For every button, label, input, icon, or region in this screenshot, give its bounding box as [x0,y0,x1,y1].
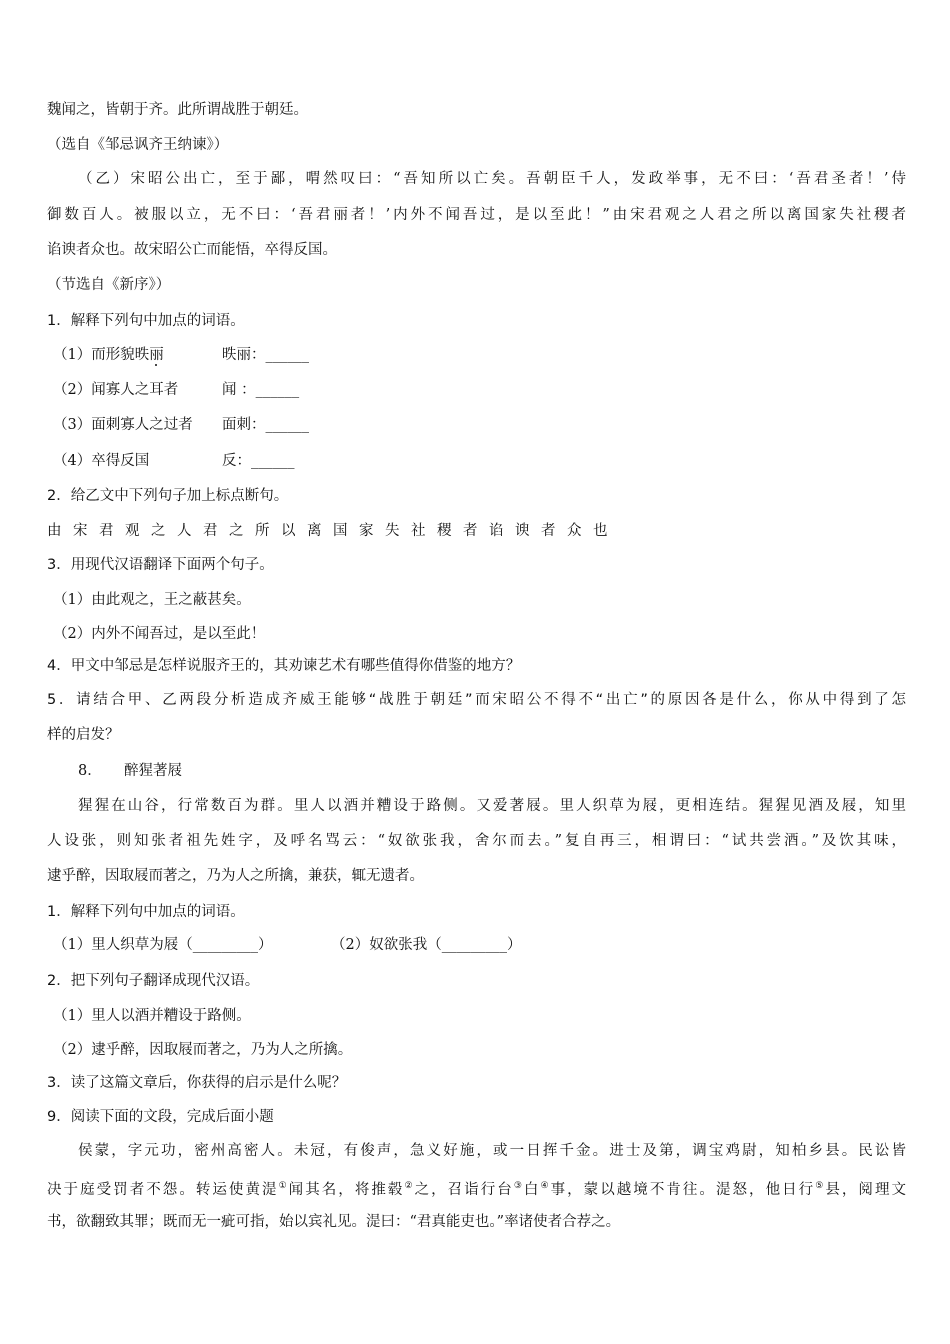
answer-blank: 闻 ：______ [222,382,300,398]
text-line: 侯蒙，字元功，密州高密人。未冠，有俊声，急义好施，或一日挥千金。进士及第，调宝鸡尉，知柏乡县。民讼皆 [78,1143,906,1159]
text-line: 决于庭受罚者不怨。转运使黄湜①闻其名，将推毂②之，召诣行台③白④事，蒙以越境不肯往。湜怒，他日行⑤县，阅理文 [47,1181,906,1198]
question-item: （3）面刺寡人之过者 [53,417,193,433]
answer-blank: 昳丽：______ [222,347,309,363]
question-item: （1）由此观之，王之蔽甚矣。 [53,592,251,608]
question-item: （4）卒得反国 [53,453,150,469]
source-note: （选自《邹忌讽齐王纳谏》） [47,137,229,153]
question-item: （2）奴欲张我（_________） [331,937,522,953]
text-line: 逮乎醉，因取屐而著之，乃为人之所擒，兼获，辄无遗者。 [47,868,424,884]
question-item: （2）内外不闻吾过，是以至此！ [53,626,266,642]
question-heading: 1．解释下列句中加点的词语。 [47,904,245,920]
answer-blank: 面刺：______ [222,417,309,433]
text-line: 猩猩在山谷，行常数百为群。里人以酒并糟设于路侧。又爱著屐。里人织草为屐，更相连结。猩猩见酒及屐，知里 [78,798,906,814]
question-item: （2）逮乎醉，因取屐而著之，乃为人之所擒。 [53,1042,353,1058]
text-line: 人设张，则知张者祖先姓字，及呼名骂云：“奴欲张我，舍尔而去。”复自再三，相谓曰：“试共尝酒。”及饮其味， [47,833,906,849]
question-heading: 5．请结合甲、乙两段分析造成齐威王能够“战胜于朝廷”而宋昭公不得不“出亡”的原因各是什么，你从中得到了怎 [47,692,906,708]
question-heading: 2．把下列句子翻译成现代汉语。 [47,973,260,989]
text-line: 谄谀者众也。故宋昭公亡而能悟，卒得反国。 [47,242,337,258]
section-title: 醉猩著屐 [124,763,182,779]
question-heading: 2．给乙文中下列句子加上标点断句。 [47,488,289,504]
answer-blank: 反：______ [222,453,295,469]
text-line: （乙）宋昭公出亡，至于鄙，喟然叹曰：“吾知所以亡矣。吾朝臣千人，发政举事，无不曰：‘吾君圣者！’侍 [78,171,906,187]
punctuation-exercise: 由宋君观之人君之所以离国家失社稷者谄谀者众也 [47,523,619,539]
section-number: 8． [78,763,102,779]
question-item: （1）里人以酒并糟设于路侧。 [53,1008,251,1024]
question-heading: 3．用现代汉语翻译下面两个句子。 [47,557,274,573]
question-item: （1）而形貌昳丽 [53,347,164,363]
question-heading: 4．甲文中邹忌是怎样说服齐王的，其劝谏艺术有哪些值得你借鉴的地方？ [47,658,521,674]
question-heading: 9．阅读下面的文段，完成后面小题 [47,1109,274,1125]
question-item: （2）闻寡人之耳者 [53,382,179,398]
question-heading: 1．解释下列句中加点的词语。 [47,313,245,329]
text-line: 书，欲翻致其罪；既而无一疵可指，始以宾礼见。湜曰：“君真能吏也。”率诸使者合荐之。 [47,1214,621,1230]
question-item: （1）里人织草为屐（_________） [53,937,273,953]
text-line: 御数百人。被服以立，无不曰：‘吾君丽者！’内外不闻吾过，是以至此！”由宋君观之人君之所以离国家失社稷者 [47,207,906,223]
source-note: （节选自《新序》） [47,277,171,293]
text-line: 魏闻之，皆朝于齐。此所谓战胜于朝廷。 [47,102,308,118]
question-heading: 3．读了这篇文章后，你获得的启示是什么呢？ [47,1075,347,1091]
question-heading: 样的启发？ [47,727,120,743]
